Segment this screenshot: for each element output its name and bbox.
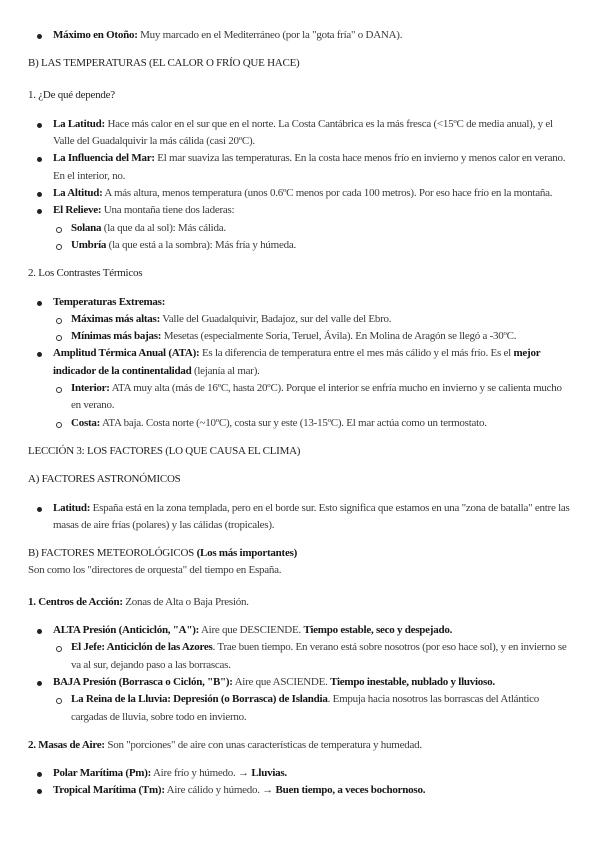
list-otono (28, 27, 570, 44)
text: Hace más calor en el sur que en el norte. La Costa Cantábrica es la más fresca (<15ºC de media anual), y el Valle del Guadalquivir la más cálida (casi 20ºC). (53, 117, 553, 148)
heading-masas (28, 737, 570, 754)
term: La Influencia del Mar: (53, 152, 155, 165)
sublist (53, 691, 570, 726)
term: La Latitud: (53, 117, 105, 130)
list-item (53, 294, 570, 346)
list-item (53, 622, 570, 674)
sublist (53, 639, 570, 674)
term: Lluvias. (251, 767, 287, 780)
text: Valle del Guadalquivir, Badajoz, sur del valle del Ebro. (160, 312, 392, 325)
text: Aire frío y húmedo. → (151, 767, 252, 780)
list-astronomicos (28, 500, 570, 535)
list-item (53, 185, 570, 202)
list-item (71, 639, 570, 674)
list-item (53, 150, 570, 185)
text: ATA muy alta (más de 16ºC, hasta 20ºC). Porque el interior se enfría mucho en invierno y se calienta mucho en verano. (71, 382, 562, 412)
list-item (71, 237, 570, 254)
heading-depende: 1. ¿De qué depende? (28, 88, 115, 101)
list-contrastes (28, 294, 570, 432)
term: Buen tiempo, a veces bochornoso. (275, 784, 426, 797)
list-item (53, 345, 570, 431)
term: 2. Masas de Aire: (28, 738, 105, 751)
sublist (53, 380, 570, 432)
sublist (53, 311, 570, 346)
list-item (71, 328, 570, 345)
list-item (71, 311, 570, 328)
text: . Empuja hacia nosotros las borrascas del Atlántico cargadas de lluvia, sobre todo en invierno. (71, 693, 540, 723)
term: Interior: (71, 382, 110, 395)
term: Máximo en Otoño: (53, 29, 138, 41)
sublist (53, 220, 570, 255)
term: Latitud: (53, 501, 91, 514)
term: 1. Centros de Acción: (28, 595, 123, 608)
heading-astronomicos: A) FACTORES ASTRONÓMICOS (28, 473, 181, 486)
list-item (53, 27, 570, 44)
text: (la que da al sol): Más cálida. (101, 221, 226, 234)
text: (lejanía al mar). (191, 364, 260, 377)
text: Muy marcado en el Mediterráneo (por la "gota fría" o DANA). (137, 29, 403, 41)
list-item (53, 782, 570, 799)
list-item (71, 415, 570, 432)
term: Polar Marítima (Pm): (53, 767, 152, 780)
text: . Trae buen tiempo. En verano está sobre nosotros (por eso hace sol), y en invierno se va al sur, dejando paso a las borrascas. (71, 641, 567, 671)
term: Umbría (71, 238, 107, 251)
text: Una montaña tiene dos laderas: (101, 204, 235, 217)
term: mejor indicador de la continentalidad (53, 347, 541, 377)
term: Máximas más altas: (71, 312, 160, 325)
term: Amplitud Térmica Anual (ATA): (53, 347, 200, 360)
heading-leccion-3: LECCIÓN 3: LOS FACTORES (LO QUE CAUSA EL CLIMA) (28, 444, 301, 457)
list-item (53, 116, 570, 151)
list-item (71, 691, 570, 726)
text: B) FACTORES METEOROLÓGICOS (28, 547, 197, 560)
list-item (53, 765, 570, 782)
list-item (53, 202, 570, 254)
term: El Jefe: Anticiclón de las Azores (71, 641, 213, 654)
text: Aire que ASCIENDE. (232, 675, 331, 688)
term: La Altitud: (53, 187, 103, 200)
term: BAJA Presión (Borrasca o Ciclón, "B"): (53, 675, 233, 688)
term: ALTA Presión (Anticiclón, "A"): (53, 624, 200, 637)
list-factores-temp (28, 116, 570, 254)
term: Mínimas más bajas: (71, 330, 162, 343)
term: Tiempo inestable, nublado y lluvioso. (330, 675, 495, 688)
heading-temperaturas: B) LAS TEMPERATURAS (EL CALOR O FRÍO QUE HACE) (28, 57, 300, 70)
term: (Los más importantes) (196, 547, 298, 560)
heading-meteorologicos (28, 545, 570, 562)
text: ATA baja. Costa norte (~10ºC), costa sur y este (13-15ºC). El mar actúa como un termostato. (100, 416, 487, 429)
term: Costa: (71, 416, 101, 429)
term: El Relieve: (53, 204, 102, 217)
text: Aire cálido y húmedo. → (164, 784, 276, 797)
text: España está en la zona templada, pero en el borde sur. Esto significa que estamos en una "zona de batalla" entre las masas de aire frías (polares) y las cálidas (tropicales). (53, 501, 570, 531)
list-item (53, 674, 570, 726)
list-item (53, 500, 570, 535)
heading-centros (28, 594, 570, 611)
list-item (71, 380, 570, 415)
term: Tiempo estable, seco y despejado. (303, 624, 453, 637)
text: (la que está a la sombra): Más fría y húmeda. (106, 238, 296, 251)
text: A más altura, menos temperatura (unos 0.6ºC menos por cada 100 metros). Por eso hace frío en la montaña. (102, 187, 553, 200)
term: Solana (71, 221, 102, 234)
text: El mar suaviza las temperaturas. En la costa hace menos frío en invierno y menos calor en verano. En el interior, no. (53, 152, 566, 182)
paragraph-directores: Son como los "directores de orquesta" del tiempo en España. (28, 564, 282, 577)
term: Temperaturas Extremas: (53, 295, 166, 308)
list-centros (28, 622, 570, 726)
text: Son "porciones" de aire con unas características de temperatura y humedad. (104, 738, 422, 751)
term: Tropical Marítima (Tm): (53, 784, 165, 797)
text: Zonas de Alta o Baja Presión. (122, 595, 249, 608)
list-item (71, 220, 570, 237)
list-masas (28, 765, 570, 800)
text: Aire que DESCIENDE. (199, 624, 304, 637)
heading-contrastes: 2. Los Contrastes Térmicos (28, 267, 143, 280)
text: Mesetas (especialmente Soria, Teruel, Ávila). En Molina de Aragón se llegó a -30ºC. (161, 330, 517, 343)
term: La Reina de la Lluvia: Depresión (o Borrasca) de Islandia (71, 693, 328, 706)
text: Es la diferencia de temperatura entre el mes más cálido y el más frío. Es el (199, 347, 514, 360)
